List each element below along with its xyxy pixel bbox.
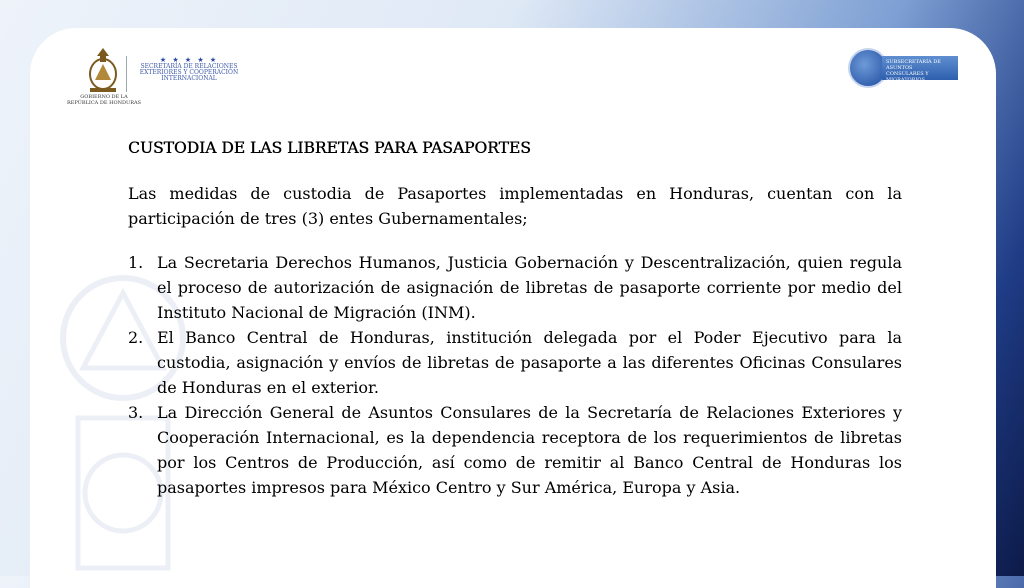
list-item-number: 3.	[128, 403, 144, 422]
list-item-number: 1.	[128, 253, 144, 272]
list-item	[128, 325, 902, 400]
stars-icon: ★ ★ ★ ★ ★	[159, 56, 219, 64]
intro-paragraph: Las medidas de custodia de Pasaportes implementadas en Honduras, cuentan con la participación de tres (3) entes Gubernamentales;	[128, 184, 902, 228]
logo-divider	[126, 56, 127, 92]
government-logo-label: GOBIERNO DE LA REPÚBLICA DE HONDURAS	[66, 94, 141, 106]
consular-logo-label: SUBSECRETARÍA DE ASUNTOS CONSULARES Y MIGRATORIOS	[882, 56, 958, 80]
entities-list	[128, 250, 902, 500]
slide-card	[30, 28, 996, 588]
secretaria-name: SECRETARÍA DE RELACIONES EXTERIORES Y COOPERACIÓN INTERNACIONAL	[139, 63, 239, 82]
consular-logo	[848, 46, 958, 90]
list-item-number: 2.	[128, 328, 144, 347]
document-body	[128, 136, 902, 500]
list-item-text: La Secretaria Derechos Humanos, Justicia Gobernación y Descentralización, quien regula el proceso de autorización de asignación de libretas de pasaporte corriente por medio del Instituto Nacional de Migración (INM).	[157, 253, 902, 322]
secretaria-logo	[134, 56, 244, 96]
document-title: CUSTODIA DE LAS LIBRETAS PARA PASAPORTES	[128, 139, 531, 157]
list-item-text: La Dirección General de Asuntos Consulares de la Secretaría de Relaciones Exteriores y Cooperación Internacional, es la dependencia receptora de los requerimientos de libretas por los Centros de Producción, así como de remitir al Banco Central de Honduras los pasaportes impresos para México Centro y Sur América, Europa y Asia.	[157, 403, 902, 497]
list-item-text: El Banco Central de Honduras, institución delegada por el Poder Ejecutivo para la custodia, asignación y envíos de libretas de pasaporte a las diferentes Oficinas Consulares de Honduras en el exterior.	[157, 328, 902, 397]
list-item	[128, 400, 902, 500]
honduras-crest-icon	[82, 46, 124, 94]
list-item	[128, 250, 902, 325]
